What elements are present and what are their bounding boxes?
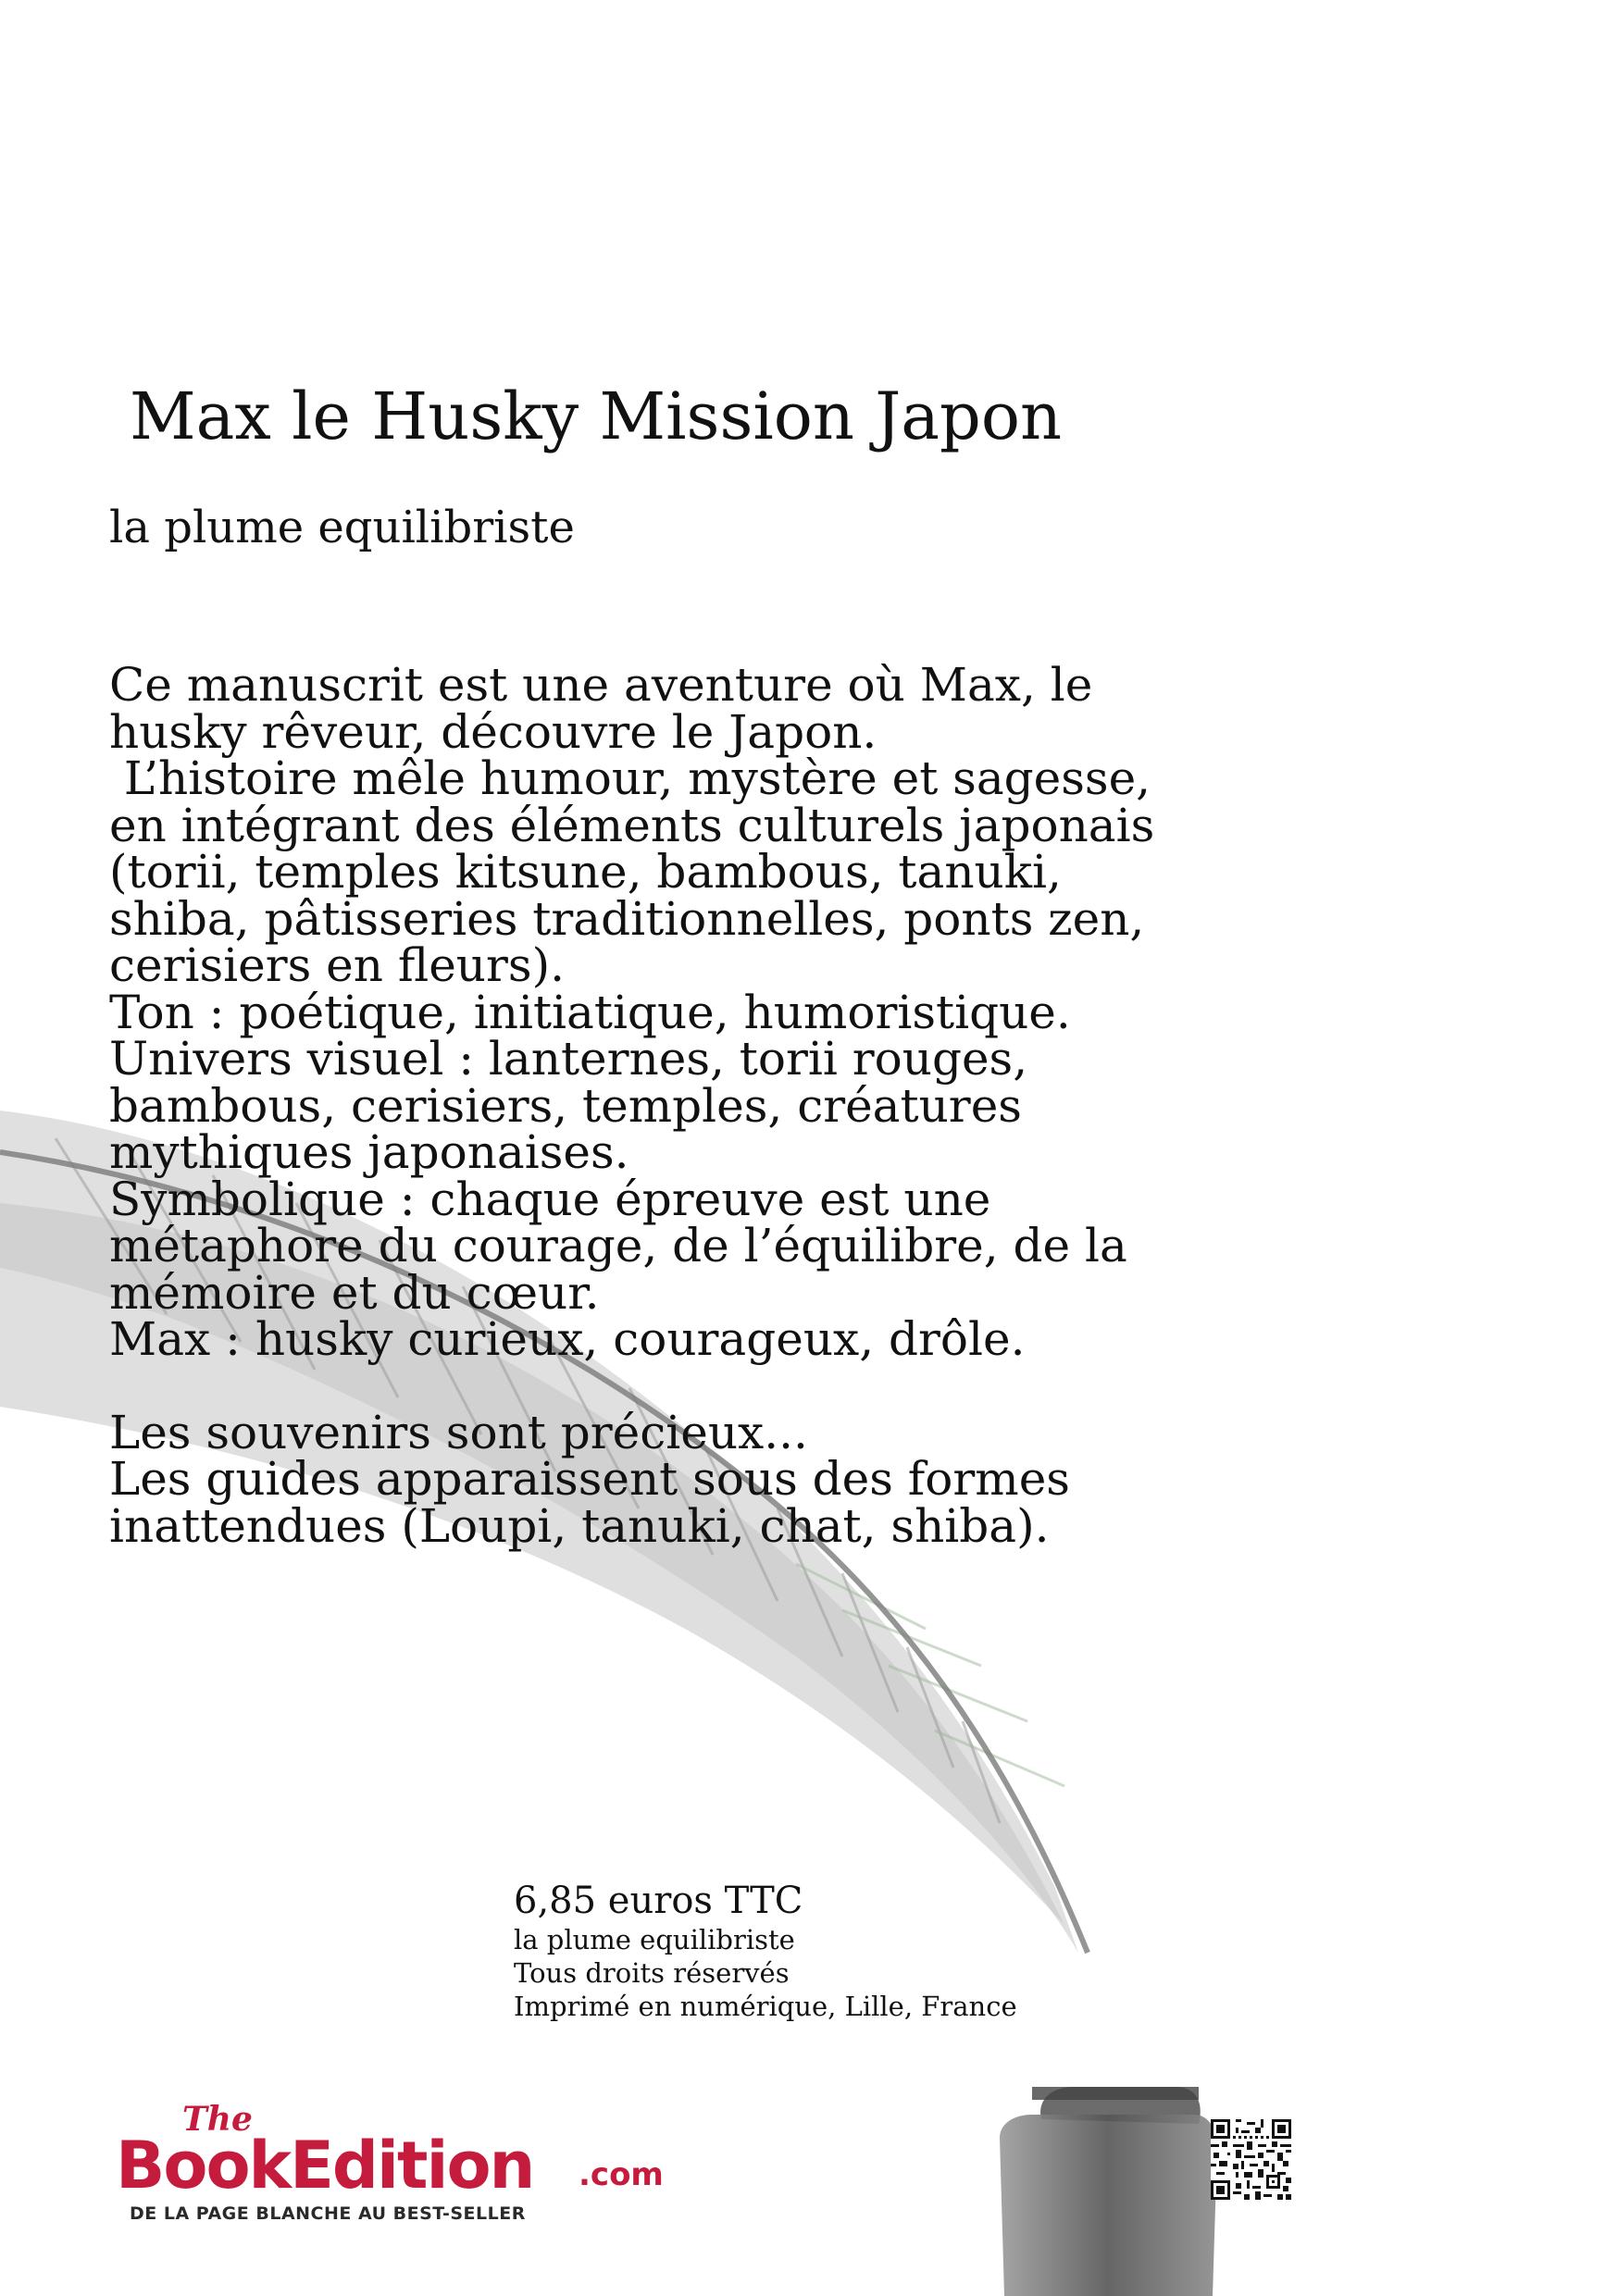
description-line: cerisiers en fleurs).: [109, 938, 565, 992]
qr-code-icon: [1211, 2119, 1291, 2200]
rights-notice: Tous droits réservés: [514, 1957, 790, 1989]
description-line: en intégrant des éléments culturels japonais: [109, 798, 1155, 852]
description-line: L’histoire mêle humour, mystère et sagesse,: [109, 751, 1151, 805]
description-line: bambous, cerisiers, temples, créatures: [109, 1078, 1022, 1133]
printing-info: Imprimé en numérique, Lille, France: [514, 1991, 1017, 2022]
book-description: [109, 658, 1313, 1553]
description-line: Ce manuscrit est une aventure où Max, le: [109, 658, 1093, 712]
book-title: Max le Husky Mission Japon: [130, 379, 1063, 454]
description-line: husky rêveur, découvre le Japon.: [109, 704, 877, 759]
description-line: Max : husky curieux, courageux, drôle.: [109, 1312, 1026, 1366]
description-line: mythiques japonaises.: [109, 1125, 629, 1179]
description-line: Symbolique : chaque épreuve est une: [109, 1172, 991, 1226]
description-line: métaphore du courage, de l’équilibre, de la: [109, 1219, 1127, 1272]
closing-line: Les guides apparaissent sous des formes: [109, 1452, 1070, 1506]
paragraph-gap: [109, 1363, 1313, 1409]
publisher-name: la plume equilibriste: [514, 1924, 795, 1955]
description-line: mémoire et du cœur.: [109, 1265, 600, 1320]
closing-line: Les souvenirs sont précieux...: [109, 1405, 808, 1459]
price: 6,85 euros TTC: [514, 1880, 803, 1922]
author-name: la plume equilibriste: [109, 502, 575, 553]
logo-dotcom: .com: [579, 2156, 664, 2193]
colophon: [514, 1879, 1017, 2023]
description-line: shiba, pâtisseries traditionnelles, ponts zen,: [109, 891, 1145, 946]
bookedition-logo: [116, 2101, 671, 2203]
description-line: (torii, temples kitsune, bambous, tanuki,: [109, 845, 1062, 899]
logo-the: The: [182, 2100, 253, 2139]
description-line: Ton : poétique, initiatique, humoristique.: [109, 985, 1071, 1039]
description-line: Univers visuel : lanternes, torii rouges,: [109, 1032, 1028, 1086]
logo-tagline: DE LA PAGE BLANCHE AU BEST-SELLER: [130, 2203, 526, 2224]
logo-brand: BookEdition: [116, 2128, 534, 2203]
closing-line: inattendues (Loupi, tanuki, chat, shiba).: [109, 1498, 1050, 1553]
